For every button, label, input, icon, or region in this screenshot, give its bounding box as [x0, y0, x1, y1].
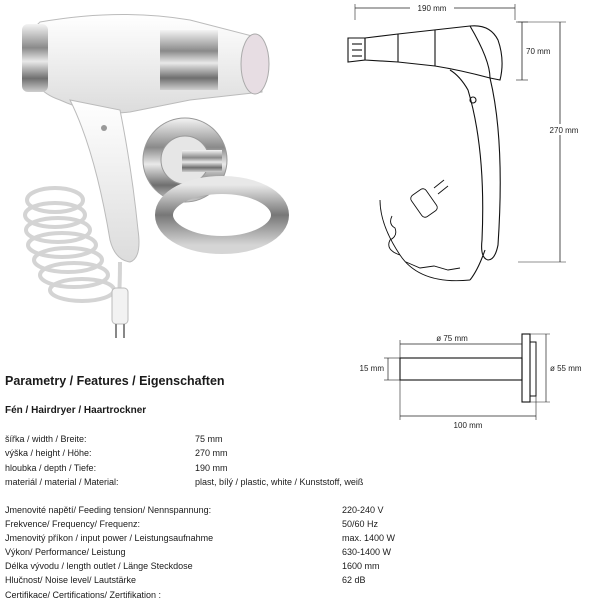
- spec-row: [5, 559, 600, 573]
- dimension-label: hloubka / depth / Tiefe:: [5, 462, 97, 473]
- holder-thickness-label: 15 mm: [359, 364, 384, 373]
- spec-value: 630-1400 W: [342, 547, 392, 558]
- spec-row: [5, 517, 600, 531]
- hairdryer-photo: [0, 0, 340, 350]
- spec-row: [5, 531, 600, 545]
- spec-value: 220-240 V: [342, 505, 384, 515]
- dimension-row: [5, 461, 335, 475]
- holder-inner-diameter-label: ø 75 mm: [436, 334, 468, 343]
- front-height-dimension-label: 70 mm: [526, 47, 551, 56]
- spec-value: 50/60 Hz: [342, 519, 379, 530]
- spec-value: 62 dB: [342, 575, 366, 586]
- spec-label: Výkon/ Performance/ Leistung: [5, 547, 126, 558]
- spec-label: Délka vývodu / length outlet / Länge Steckdose: [5, 561, 193, 572]
- spec-label: Frekvence/ Frequency/ Frequenz:: [5, 519, 141, 530]
- spec-label: Jmenovitý příkon / input power / Leistungsaufnahme: [5, 533, 214, 544]
- spec-label: Hlučnost/ Noise level/ Lautstärke: [5, 575, 137, 586]
- features-heading: Parametry / Features / Eigenschaften: [5, 374, 225, 388]
- holder-outer-diameter-label: ø 55 mm: [550, 364, 582, 373]
- dimension-row: [5, 475, 364, 489]
- spec-row: [5, 503, 600, 517]
- height-dimension-label: 270 mm: [549, 126, 579, 135]
- dimension-value: 75 mm: [195, 434, 223, 444]
- dimension-label: materiál / material / Material:: [5, 476, 119, 487]
- spec-value: max. 1400 W: [342, 533, 396, 544]
- spec-row: [5, 573, 600, 587]
- spec-value: 1600 mm: [342, 561, 380, 572]
- dimension-label: šířka / width / Breite:: [5, 434, 87, 444]
- dimension-value: plast, bílý / plastic, white / Kunststoff, weiß: [195, 476, 364, 487]
- dimension-value: 190 mm: [195, 462, 228, 473]
- dimension-row: [5, 446, 335, 460]
- holder-length-label: 100 mm: [453, 421, 483, 430]
- spec-row: [5, 545, 600, 559]
- dimension-label: výška / height / Höhe:: [5, 448, 92, 459]
- spec-label: Jmenovité napětí/ Feeding tension/ Nennspannung:: [5, 505, 212, 515]
- specifications-table: [5, 503, 600, 602]
- dimensions-table: [5, 432, 364, 489]
- width-dimension-label: 190 mm: [417, 4, 447, 13]
- holder-technical-drawing: [340, 320, 600, 435]
- spec-label: Certifikace/ Certifications/ Zertifikation :: [5, 589, 162, 600]
- product-name: Fén / Hairdryer / Haartrockner: [5, 405, 147, 416]
- dimension-value: 270 mm: [195, 448, 228, 459]
- dimension-row: [5, 432, 335, 446]
- hairdryer-technical-drawing: [340, 0, 600, 290]
